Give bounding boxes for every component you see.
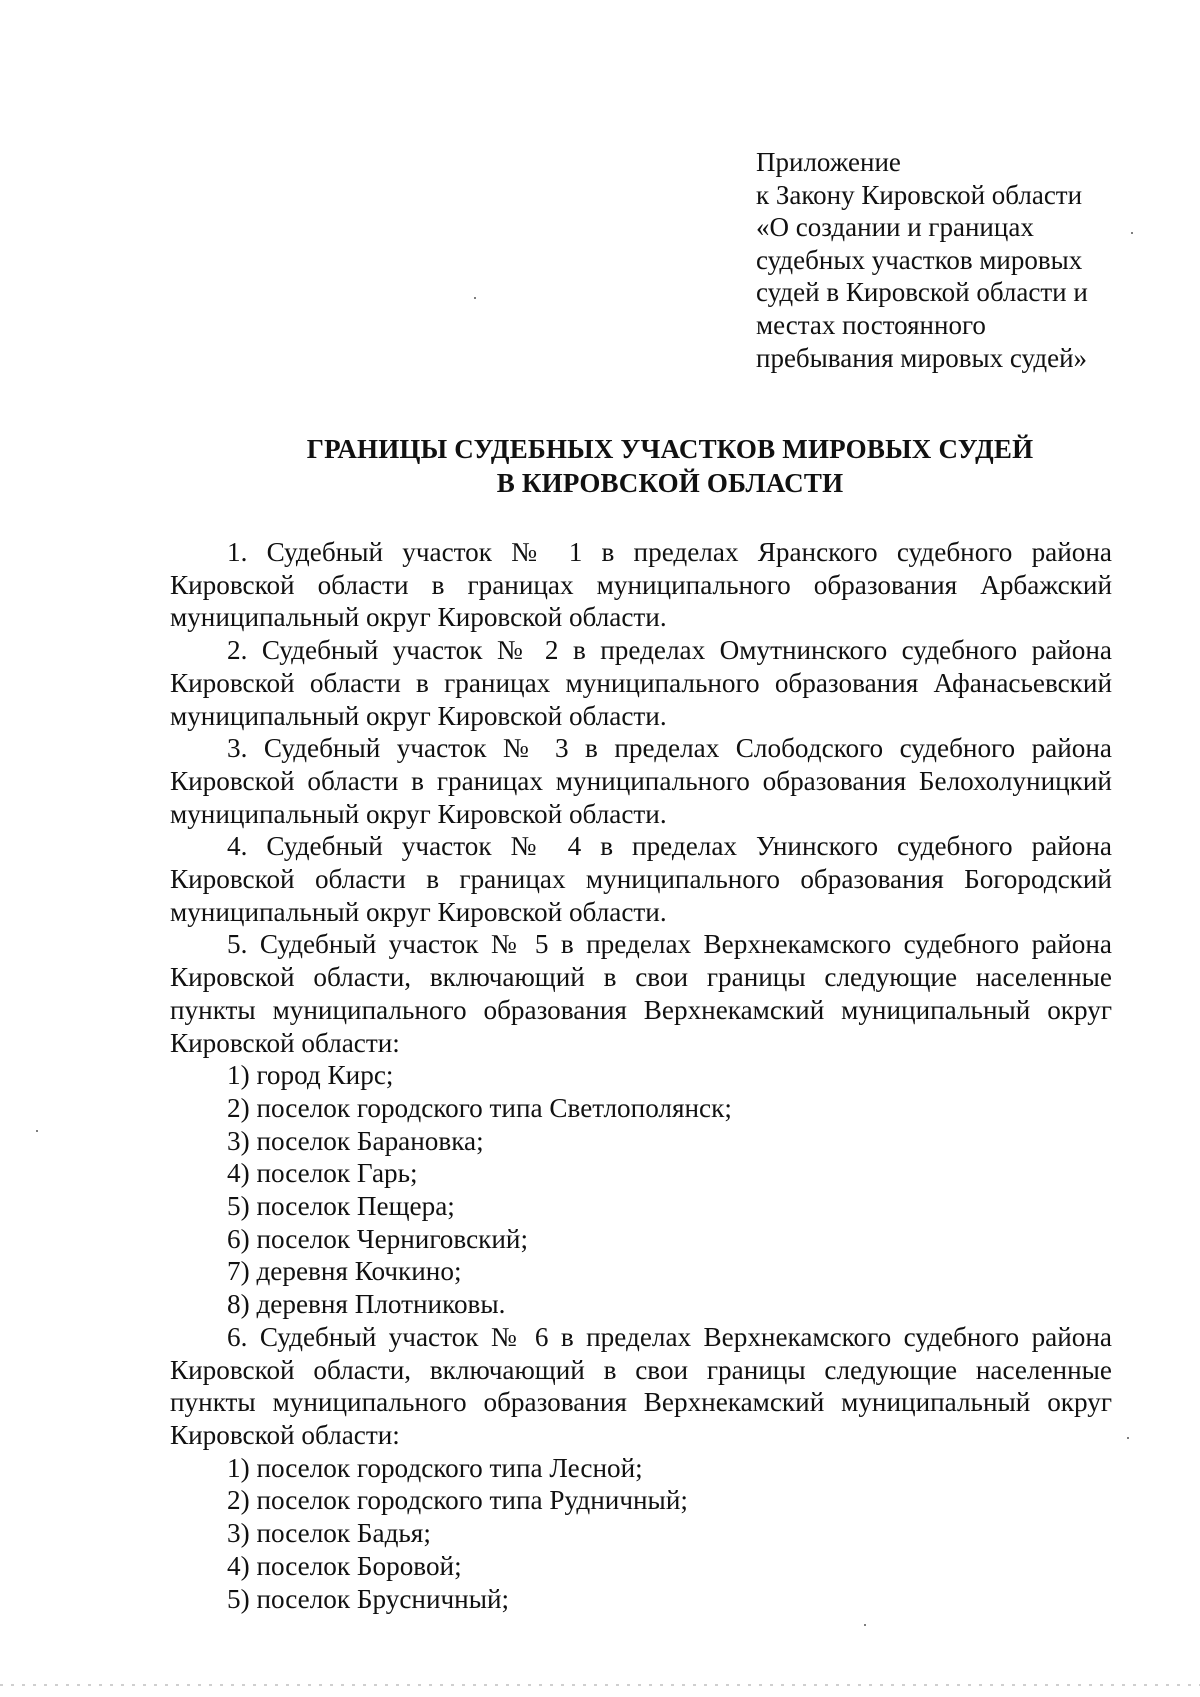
list-item: 1) город Кирс; (227, 1060, 394, 1091)
list-item: 2) поселок городского типа Рудничный; (227, 1485, 688, 1516)
scan-speck (1127, 1437, 1129, 1439)
list-item: 4) поселок Боровой; (227, 1550, 462, 1581)
list-item: 1) поселок городского типа Лесной; (227, 1452, 643, 1483)
list-item: 5) поселок Пещера; (227, 1191, 455, 1222)
document-title (150, 432, 1190, 500)
section-5: 5. Судебный участок № 5 в пределах Верхнекамского судебного района Кировской области, включающий в свои границы следующие населенные пункты муниципального образования Верхнекамский муниципальный округ Кировской области: (170, 929, 1112, 1058)
list-item: 4) поселок Гарь; (227, 1158, 418, 1189)
section-4: 4. Судебный участок № 4 в пределах Унинского судебного района Кировской области в границах муниципального образования Богородский муниципальный округ Кировской области. (170, 831, 1112, 927)
appendix-line: судей в Кировской области и (756, 277, 1088, 308)
appendix-line: «О создании и границах (756, 212, 1034, 243)
appendix-line: пребывания мировых судей» (756, 342, 1088, 373)
appendix-line: к Закону Кировской области (756, 179, 1083, 210)
appendix-line: судебных участков мировых (756, 244, 1083, 275)
list-item: 6) поселок Черниговский; (227, 1223, 529, 1254)
title-line-1: ГРАНИЦЫ СУДЕБНЫХ УЧАСТКОВ МИРОВЫХ СУДЕЙ (306, 434, 1034, 464)
scan-speck (36, 1130, 38, 1132)
scan-speck (864, 1624, 866, 1626)
list-item: 7) деревня Кочкино; (227, 1256, 462, 1287)
appendix-header (756, 146, 1156, 374)
list-item: 8) деревня Плотниковы. (227, 1289, 506, 1320)
list-item: 3) поселок Бадья; (227, 1518, 431, 1549)
section-2: 2. Судебный участок № 2 в пределах Омутнинского судебного района Кировской области в границах муниципального образования Афанасьевский муниципальный округ Кировской области. (170, 635, 1112, 731)
section-6-list (170, 1452, 1112, 1616)
scan-speck (1131, 232, 1133, 234)
section-5-list (170, 1059, 1112, 1321)
title-line-2: В КИРОВСКОЙ ОБЛАСТИ (496, 468, 844, 498)
appendix-line: местах постоянного (756, 309, 986, 340)
appendix-line: Приложение (756, 147, 901, 177)
section-1: 1. Судебный участок № 1 в пределах Яранского судебного района Кировской области в границах муниципального образования Арбажский муниципальный округ Кировской области. (170, 537, 1112, 633)
document-body (170, 536, 1112, 1615)
list-item: 2) поселок городского типа Светлополянск; (227, 1092, 732, 1123)
list-item: 5) поселок Брусничный; (227, 1583, 510, 1614)
section-3: 3. Судебный участок № 3 в пределах Слободского судебного района Кировской области в границах муниципального образования Белохолуницкий муниципальный округ Кировской области. (170, 733, 1112, 829)
scan-edge-line (0, 1684, 1200, 1686)
scan-speck (474, 297, 476, 299)
section-6: 6. Судебный участок № 6 в пределах Верхнекамского судебного района Кировской области, включающий в свои границы следующие населенные пункты муниципального образования Верхнекамский муниципальный округ Кировской области: (170, 1321, 1112, 1450)
list-item: 3) поселок Барановка; (227, 1125, 484, 1156)
